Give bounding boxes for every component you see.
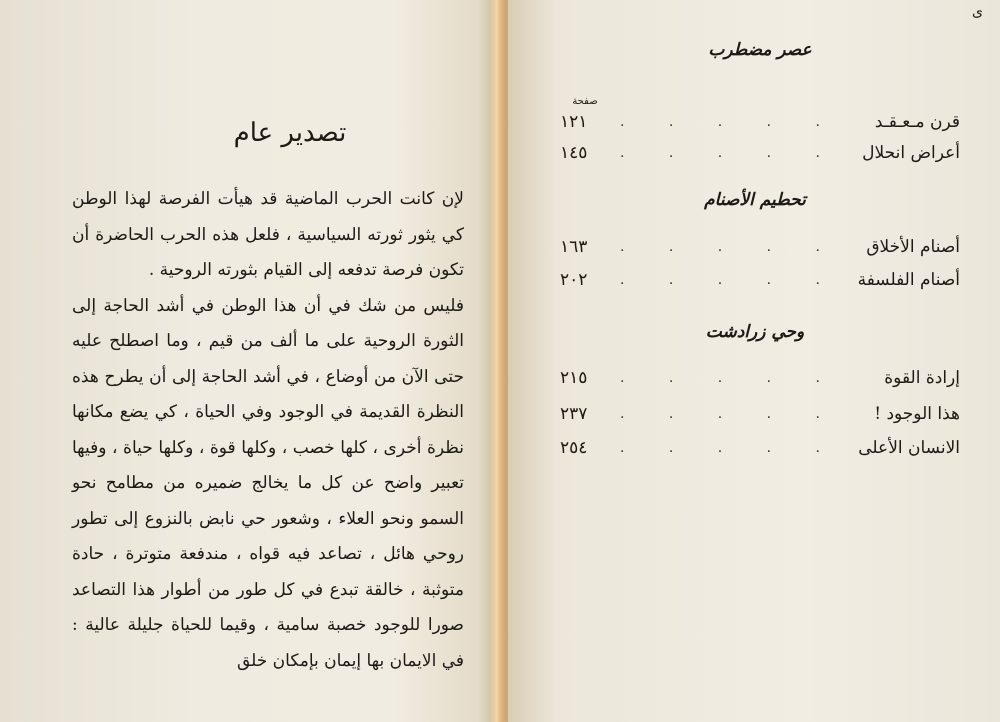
toc-leader-dots: . . . . . bbox=[619, 440, 840, 456]
toc-entry[interactable] bbox=[560, 112, 960, 142]
toc-entry[interactable] bbox=[560, 368, 960, 398]
toc-leader-dots: . . . . . bbox=[619, 145, 840, 161]
toc-section-title: عصر مضطرب bbox=[708, 40, 812, 60]
toc-entry-page: ٢٠٢ bbox=[560, 270, 588, 290]
toc-leader-dots: . . . . . bbox=[619, 406, 840, 422]
toc-entry[interactable] bbox=[560, 438, 960, 468]
page-column-header: صفحة bbox=[572, 96, 598, 107]
right-page bbox=[508, 0, 1000, 722]
toc-entry-page: ١٢١ bbox=[560, 112, 588, 132]
toc-entry[interactable] bbox=[560, 404, 960, 434]
toc-entry-title: هذا الوجود ! bbox=[874, 404, 960, 424]
toc-leader-dots: . . . . . bbox=[619, 239, 840, 255]
toc-entry-page: ١٦٣ bbox=[560, 237, 588, 257]
toc-section-title: تحطيم الأصنام bbox=[704, 190, 806, 210]
book-gutter bbox=[490, 0, 510, 722]
toc-entry-page: ٢١٥ bbox=[560, 368, 588, 388]
toc-section-title: وحي زرادشت bbox=[705, 322, 805, 342]
toc-entry-title: قرن مـعـقـد bbox=[874, 112, 960, 132]
toc-leader-dots: . . . . . bbox=[619, 370, 840, 386]
toc-entry[interactable] bbox=[560, 143, 960, 173]
preface-body bbox=[72, 182, 464, 679]
preface-paragraph-2: فليس من شك في أن هذا الوطن في أشد الحاجة إلى الثورة الروحية على ما ألف من قيم ، وما اصطلح عليه حتى الآن من أوضاع ، في أشد الحاجة إلى أن يطرح هذه النظرة القديمة في الوجود وفي الحياة ، كي يضع مكانها نظرة أخرى ، كلها خصب ، وكلها قوة ، وكلها حياة ، وفيها تعبير واضح عن كل ما يخالج ضميره من مطامح نحو السمو ونحو العلاء ، وشعور حي نابض بالنزوع إلى تطور روحي هائل ، تصاعد فيه قواه ، مندفعة متوترة ، حادة متوثبة ، خالقة تبدع في كل طور من أطوار هذا التصاعد صورا للوجود خصبة سامية ، وقيما للحياة جليلة عالية : في الايمان بها إيمان بإمكان خلق bbox=[72, 295, 464, 671]
toc-entry[interactable] bbox=[560, 270, 960, 300]
page-number: ى bbox=[972, 4, 983, 20]
toc-entry-title: أصنام الأخلاق bbox=[866, 237, 960, 257]
toc-entry-title: أصنام الفلسفة bbox=[857, 270, 960, 290]
toc-entry-page: ٢٥٤ bbox=[560, 438, 588, 458]
toc-entry-title: الانسان الأعلى bbox=[858, 438, 960, 458]
toc-entry-page: ١٤٥ bbox=[560, 143, 588, 163]
preface-title: تصدير عام bbox=[233, 118, 347, 148]
toc-entry[interactable] bbox=[560, 237, 960, 267]
toc-leader-dots: . . . . . bbox=[619, 114, 840, 130]
toc-entry-page: ٢٣٧ bbox=[560, 404, 588, 424]
toc-entry-title: أعراض انحلال bbox=[862, 143, 960, 163]
left-page bbox=[0, 0, 492, 722]
toc-leader-dots: . . . . . bbox=[619, 272, 840, 288]
preface-paragraph-1: لإن كانت الحرب الماضية قد هيأت الفرصة لهذا الوطن كي يثور ثورته السياسية ، فلعل هذه الحرب الحاضرة أن تكون فرصة تدفعه إلى القيام بثورته الروحية . bbox=[72, 189, 464, 280]
toc-entry-title: إرادة القوة bbox=[884, 368, 960, 388]
